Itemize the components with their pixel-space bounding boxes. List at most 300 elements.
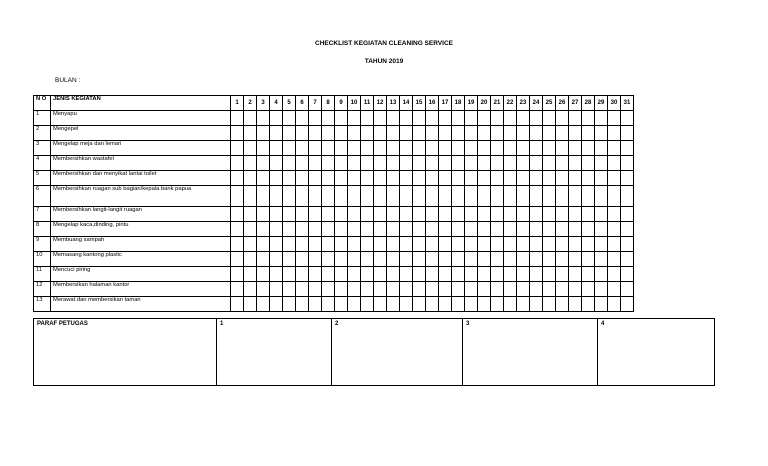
check-cell-day-16[interactable] <box>426 237 439 252</box>
check-cell-day-6[interactable] <box>296 156 309 171</box>
check-cell-day-5[interactable] <box>283 126 296 141</box>
check-cell-day-28[interactable] <box>582 207 595 222</box>
check-cell-day-18[interactable] <box>452 126 465 141</box>
check-cell-day-20[interactable] <box>478 171 491 186</box>
check-cell-day-8[interactable] <box>322 282 335 297</box>
check-cell-day-26[interactable] <box>556 111 569 126</box>
check-cell-day-1[interactable] <box>231 141 244 156</box>
check-cell-day-30[interactable] <box>608 156 621 171</box>
check-cell-day-11[interactable] <box>361 171 374 186</box>
check-cell-day-7[interactable] <box>309 156 322 171</box>
check-cell-day-17[interactable] <box>439 252 452 267</box>
check-cell-day-24[interactable] <box>530 156 543 171</box>
check-cell-day-11[interactable] <box>361 252 374 267</box>
check-cell-day-16[interactable] <box>426 171 439 186</box>
check-cell-day-6[interactable] <box>296 282 309 297</box>
check-cell-day-4[interactable] <box>270 186 283 207</box>
check-cell-day-21[interactable] <box>491 237 504 252</box>
check-cell-day-3[interactable] <box>257 267 270 282</box>
check-cell-day-21[interactable] <box>491 141 504 156</box>
check-cell-day-25[interactable] <box>543 252 556 267</box>
check-cell-day-19[interactable] <box>465 282 478 297</box>
check-cell-day-16[interactable] <box>426 282 439 297</box>
check-cell-day-29[interactable] <box>595 111 608 126</box>
check-cell-day-1[interactable] <box>231 252 244 267</box>
check-cell-day-24[interactable] <box>530 141 543 156</box>
check-cell-day-3[interactable] <box>257 297 270 312</box>
check-cell-day-20[interactable] <box>478 252 491 267</box>
check-cell-day-28[interactable] <box>582 237 595 252</box>
check-cell-day-5[interactable] <box>283 237 296 252</box>
check-cell-day-22[interactable] <box>504 237 517 252</box>
check-cell-day-3[interactable] <box>257 237 270 252</box>
check-cell-day-2[interactable] <box>244 141 257 156</box>
check-cell-day-31[interactable] <box>621 126 634 141</box>
check-cell-day-22[interactable] <box>504 186 517 207</box>
check-cell-day-3[interactable] <box>257 222 270 237</box>
check-cell-day-26[interactable] <box>556 267 569 282</box>
check-cell-day-19[interactable] <box>465 297 478 312</box>
check-cell-day-30[interactable] <box>608 237 621 252</box>
check-cell-day-25[interactable] <box>543 126 556 141</box>
check-cell-day-8[interactable] <box>322 297 335 312</box>
check-cell-day-18[interactable] <box>452 186 465 207</box>
check-cell-day-24[interactable] <box>530 267 543 282</box>
check-cell-day-30[interactable] <box>608 252 621 267</box>
check-cell-day-27[interactable] <box>569 126 582 141</box>
check-cell-day-5[interactable] <box>283 141 296 156</box>
check-cell-day-25[interactable] <box>543 156 556 171</box>
check-cell-day-11[interactable] <box>361 111 374 126</box>
check-cell-day-14[interactable] <box>400 222 413 237</box>
check-cell-day-4[interactable] <box>270 171 283 186</box>
check-cell-day-25[interactable] <box>543 171 556 186</box>
check-cell-day-3[interactable] <box>257 252 270 267</box>
check-cell-day-14[interactable] <box>400 237 413 252</box>
check-cell-day-7[interactable] <box>309 126 322 141</box>
check-cell-day-29[interactable] <box>595 156 608 171</box>
check-cell-day-5[interactable] <box>283 297 296 312</box>
check-cell-day-16[interactable] <box>426 222 439 237</box>
check-cell-day-28[interactable] <box>582 111 595 126</box>
check-cell-day-18[interactable] <box>452 252 465 267</box>
check-cell-day-9[interactable] <box>335 141 348 156</box>
check-cell-day-20[interactable] <box>478 267 491 282</box>
check-cell-day-8[interactable] <box>322 267 335 282</box>
check-cell-day-4[interactable] <box>270 207 283 222</box>
check-cell-day-26[interactable] <box>556 171 569 186</box>
check-cell-day-30[interactable] <box>608 126 621 141</box>
check-cell-day-28[interactable] <box>582 126 595 141</box>
check-cell-day-25[interactable] <box>543 141 556 156</box>
check-cell-day-5[interactable] <box>283 267 296 282</box>
check-cell-day-22[interactable] <box>504 171 517 186</box>
check-cell-day-12[interactable] <box>374 297 387 312</box>
check-cell-day-26[interactable] <box>556 282 569 297</box>
check-cell-day-2[interactable] <box>244 156 257 171</box>
paraf-slot-1[interactable]: 1 <box>217 319 332 386</box>
check-cell-day-29[interactable] <box>595 141 608 156</box>
check-cell-day-18[interactable] <box>452 297 465 312</box>
check-cell-day-8[interactable] <box>322 222 335 237</box>
check-cell-day-25[interactable] <box>543 207 556 222</box>
check-cell-day-27[interactable] <box>569 252 582 267</box>
check-cell-day-17[interactable] <box>439 297 452 312</box>
check-cell-day-2[interactable] <box>244 282 257 297</box>
check-cell-day-31[interactable] <box>621 156 634 171</box>
check-cell-day-21[interactable] <box>491 207 504 222</box>
check-cell-day-20[interactable] <box>478 186 491 207</box>
check-cell-day-24[interactable] <box>530 126 543 141</box>
check-cell-day-6[interactable] <box>296 141 309 156</box>
check-cell-day-9[interactable] <box>335 282 348 297</box>
paraf-slot-2[interactable]: 2 <box>332 319 463 386</box>
check-cell-day-31[interactable] <box>621 186 634 207</box>
check-cell-day-11[interactable] <box>361 126 374 141</box>
check-cell-day-10[interactable] <box>348 267 361 282</box>
check-cell-day-20[interactable] <box>478 111 491 126</box>
check-cell-day-27[interactable] <box>569 186 582 207</box>
check-cell-day-30[interactable] <box>608 171 621 186</box>
check-cell-day-17[interactable] <box>439 111 452 126</box>
check-cell-day-31[interactable] <box>621 222 634 237</box>
check-cell-day-14[interactable] <box>400 171 413 186</box>
check-cell-day-9[interactable] <box>335 297 348 312</box>
check-cell-day-3[interactable] <box>257 141 270 156</box>
check-cell-day-28[interactable] <box>582 141 595 156</box>
check-cell-day-12[interactable] <box>374 237 387 252</box>
check-cell-day-18[interactable] <box>452 207 465 222</box>
check-cell-day-3[interactable] <box>257 111 270 126</box>
check-cell-day-4[interactable] <box>270 141 283 156</box>
check-cell-day-8[interactable] <box>322 186 335 207</box>
check-cell-day-29[interactable] <box>595 222 608 237</box>
check-cell-day-5[interactable] <box>283 207 296 222</box>
check-cell-day-26[interactable] <box>556 207 569 222</box>
check-cell-day-5[interactable] <box>283 252 296 267</box>
check-cell-day-21[interactable] <box>491 297 504 312</box>
check-cell-day-11[interactable] <box>361 141 374 156</box>
check-cell-day-5[interactable] <box>283 171 296 186</box>
check-cell-day-11[interactable] <box>361 282 374 297</box>
check-cell-day-9[interactable] <box>335 111 348 126</box>
check-cell-day-15[interactable] <box>413 222 426 237</box>
check-cell-day-6[interactable] <box>296 207 309 222</box>
check-cell-day-19[interactable] <box>465 156 478 171</box>
check-cell-day-17[interactable] <box>439 171 452 186</box>
check-cell-day-3[interactable] <box>257 171 270 186</box>
check-cell-day-7[interactable] <box>309 267 322 282</box>
check-cell-day-9[interactable] <box>335 126 348 141</box>
check-cell-day-21[interactable] <box>491 186 504 207</box>
check-cell-day-11[interactable] <box>361 207 374 222</box>
check-cell-day-16[interactable] <box>426 207 439 222</box>
check-cell-day-29[interactable] <box>595 186 608 207</box>
check-cell-day-14[interactable] <box>400 252 413 267</box>
check-cell-day-21[interactable] <box>491 111 504 126</box>
check-cell-day-20[interactable] <box>478 297 491 312</box>
check-cell-day-18[interactable] <box>452 171 465 186</box>
check-cell-day-21[interactable] <box>491 252 504 267</box>
check-cell-day-9[interactable] <box>335 207 348 222</box>
check-cell-day-3[interactable] <box>257 126 270 141</box>
check-cell-day-25[interactable] <box>543 237 556 252</box>
check-cell-day-18[interactable] <box>452 237 465 252</box>
check-cell-day-8[interactable] <box>322 171 335 186</box>
check-cell-day-18[interactable] <box>452 156 465 171</box>
check-cell-day-24[interactable] <box>530 207 543 222</box>
check-cell-day-30[interactable] <box>608 207 621 222</box>
check-cell-day-28[interactable] <box>582 186 595 207</box>
check-cell-day-28[interactable] <box>582 171 595 186</box>
check-cell-day-12[interactable] <box>374 186 387 207</box>
check-cell-day-16[interactable] <box>426 156 439 171</box>
check-cell-day-4[interactable] <box>270 267 283 282</box>
check-cell-day-10[interactable] <box>348 186 361 207</box>
check-cell-day-12[interactable] <box>374 141 387 156</box>
check-cell-day-11[interactable] <box>361 297 374 312</box>
check-cell-day-16[interactable] <box>426 111 439 126</box>
check-cell-day-19[interactable] <box>465 126 478 141</box>
check-cell-day-9[interactable] <box>335 252 348 267</box>
check-cell-day-15[interactable] <box>413 111 426 126</box>
check-cell-day-16[interactable] <box>426 252 439 267</box>
check-cell-day-23[interactable] <box>517 171 530 186</box>
check-cell-day-6[interactable] <box>296 171 309 186</box>
check-cell-day-1[interactable] <box>231 207 244 222</box>
check-cell-day-15[interactable] <box>413 126 426 141</box>
check-cell-day-12[interactable] <box>374 282 387 297</box>
check-cell-day-16[interactable] <box>426 141 439 156</box>
check-cell-day-29[interactable] <box>595 297 608 312</box>
check-cell-day-28[interactable] <box>582 252 595 267</box>
check-cell-day-16[interactable] <box>426 267 439 282</box>
check-cell-day-5[interactable] <box>283 186 296 207</box>
check-cell-day-19[interactable] <box>465 111 478 126</box>
check-cell-day-13[interactable] <box>387 186 400 207</box>
check-cell-day-6[interactable] <box>296 126 309 141</box>
check-cell-day-3[interactable] <box>257 156 270 171</box>
check-cell-day-1[interactable] <box>231 156 244 171</box>
check-cell-day-7[interactable] <box>309 252 322 267</box>
check-cell-day-22[interactable] <box>504 267 517 282</box>
check-cell-day-15[interactable] <box>413 141 426 156</box>
check-cell-day-30[interactable] <box>608 297 621 312</box>
check-cell-day-7[interactable] <box>309 297 322 312</box>
check-cell-day-30[interactable] <box>608 141 621 156</box>
check-cell-day-13[interactable] <box>387 171 400 186</box>
check-cell-day-12[interactable] <box>374 207 387 222</box>
check-cell-day-14[interactable] <box>400 186 413 207</box>
check-cell-day-29[interactable] <box>595 237 608 252</box>
check-cell-day-18[interactable] <box>452 267 465 282</box>
check-cell-day-23[interactable] <box>517 267 530 282</box>
check-cell-day-14[interactable] <box>400 111 413 126</box>
check-cell-day-14[interactable] <box>400 297 413 312</box>
check-cell-day-13[interactable] <box>387 252 400 267</box>
check-cell-day-8[interactable] <box>322 207 335 222</box>
check-cell-day-16[interactable] <box>426 186 439 207</box>
check-cell-day-31[interactable] <box>621 297 634 312</box>
check-cell-day-1[interactable] <box>231 267 244 282</box>
check-cell-day-26[interactable] <box>556 156 569 171</box>
check-cell-day-6[interactable] <box>296 111 309 126</box>
check-cell-day-12[interactable] <box>374 171 387 186</box>
check-cell-day-22[interactable] <box>504 252 517 267</box>
check-cell-day-4[interactable] <box>270 282 283 297</box>
check-cell-day-27[interactable] <box>569 267 582 282</box>
check-cell-day-2[interactable] <box>244 297 257 312</box>
check-cell-day-3[interactable] <box>257 207 270 222</box>
check-cell-day-14[interactable] <box>400 207 413 222</box>
check-cell-day-22[interactable] <box>504 141 517 156</box>
check-cell-day-4[interactable] <box>270 237 283 252</box>
check-cell-day-10[interactable] <box>348 171 361 186</box>
check-cell-day-20[interactable] <box>478 126 491 141</box>
paraf-slot-3[interactable]: 3 <box>463 319 598 386</box>
check-cell-day-21[interactable] <box>491 267 504 282</box>
check-cell-day-26[interactable] <box>556 141 569 156</box>
check-cell-day-17[interactable] <box>439 207 452 222</box>
check-cell-day-7[interactable] <box>309 222 322 237</box>
check-cell-day-27[interactable] <box>569 282 582 297</box>
check-cell-day-27[interactable] <box>569 222 582 237</box>
check-cell-day-19[interactable] <box>465 237 478 252</box>
check-cell-day-24[interactable] <box>530 252 543 267</box>
check-cell-day-31[interactable] <box>621 111 634 126</box>
check-cell-day-28[interactable] <box>582 282 595 297</box>
check-cell-day-19[interactable] <box>465 171 478 186</box>
check-cell-day-29[interactable] <box>595 252 608 267</box>
check-cell-day-14[interactable] <box>400 267 413 282</box>
check-cell-day-13[interactable] <box>387 237 400 252</box>
check-cell-day-6[interactable] <box>296 297 309 312</box>
check-cell-day-15[interactable] <box>413 297 426 312</box>
check-cell-day-26[interactable] <box>556 126 569 141</box>
check-cell-day-4[interactable] <box>270 156 283 171</box>
check-cell-day-11[interactable] <box>361 222 374 237</box>
check-cell-day-13[interactable] <box>387 126 400 141</box>
check-cell-day-23[interactable] <box>517 126 530 141</box>
check-cell-day-17[interactable] <box>439 156 452 171</box>
check-cell-day-12[interactable] <box>374 252 387 267</box>
check-cell-day-10[interactable] <box>348 156 361 171</box>
check-cell-day-19[interactable] <box>465 252 478 267</box>
check-cell-day-10[interactable] <box>348 222 361 237</box>
check-cell-day-28[interactable] <box>582 267 595 282</box>
check-cell-day-25[interactable] <box>543 282 556 297</box>
check-cell-day-23[interactable] <box>517 237 530 252</box>
check-cell-day-19[interactable] <box>465 207 478 222</box>
check-cell-day-31[interactable] <box>621 282 634 297</box>
check-cell-day-7[interactable] <box>309 207 322 222</box>
check-cell-day-24[interactable] <box>530 297 543 312</box>
check-cell-day-10[interactable] <box>348 126 361 141</box>
check-cell-day-24[interactable] <box>530 186 543 207</box>
check-cell-day-12[interactable] <box>374 111 387 126</box>
check-cell-day-24[interactable] <box>530 222 543 237</box>
check-cell-day-2[interactable] <box>244 267 257 282</box>
check-cell-day-13[interactable] <box>387 282 400 297</box>
check-cell-day-15[interactable] <box>413 171 426 186</box>
check-cell-day-26[interactable] <box>556 297 569 312</box>
check-cell-day-23[interactable] <box>517 186 530 207</box>
check-cell-day-4[interactable] <box>270 126 283 141</box>
check-cell-day-21[interactable] <box>491 222 504 237</box>
check-cell-day-25[interactable] <box>543 297 556 312</box>
check-cell-day-4[interactable] <box>270 111 283 126</box>
check-cell-day-14[interactable] <box>400 156 413 171</box>
check-cell-day-8[interactable] <box>322 237 335 252</box>
check-cell-day-21[interactable] <box>491 156 504 171</box>
check-cell-day-14[interactable] <box>400 282 413 297</box>
check-cell-day-27[interactable] <box>569 111 582 126</box>
check-cell-day-17[interactable] <box>439 222 452 237</box>
check-cell-day-8[interactable] <box>322 252 335 267</box>
check-cell-day-17[interactable] <box>439 126 452 141</box>
paraf-slot-4[interactable]: 4 <box>598 319 715 386</box>
check-cell-day-15[interactable] <box>413 156 426 171</box>
check-cell-day-6[interactable] <box>296 222 309 237</box>
check-cell-day-27[interactable] <box>569 237 582 252</box>
check-cell-day-7[interactable] <box>309 141 322 156</box>
check-cell-day-23[interactable] <box>517 282 530 297</box>
check-cell-day-9[interactable] <box>335 171 348 186</box>
check-cell-day-22[interactable] <box>504 111 517 126</box>
check-cell-day-28[interactable] <box>582 297 595 312</box>
check-cell-day-8[interactable] <box>322 141 335 156</box>
check-cell-day-29[interactable] <box>595 207 608 222</box>
check-cell-day-7[interactable] <box>309 186 322 207</box>
check-cell-day-5[interactable] <box>283 222 296 237</box>
check-cell-day-10[interactable] <box>348 252 361 267</box>
check-cell-day-16[interactable] <box>426 126 439 141</box>
check-cell-day-30[interactable] <box>608 267 621 282</box>
check-cell-day-21[interactable] <box>491 282 504 297</box>
check-cell-day-24[interactable] <box>530 171 543 186</box>
check-cell-day-2[interactable] <box>244 207 257 222</box>
check-cell-day-26[interactable] <box>556 222 569 237</box>
check-cell-day-18[interactable] <box>452 111 465 126</box>
check-cell-day-23[interactable] <box>517 222 530 237</box>
check-cell-day-29[interactable] <box>595 282 608 297</box>
check-cell-day-26[interactable] <box>556 252 569 267</box>
check-cell-day-6[interactable] <box>296 186 309 207</box>
check-cell-day-11[interactable] <box>361 186 374 207</box>
check-cell-day-26[interactable] <box>556 237 569 252</box>
check-cell-day-20[interactable] <box>478 207 491 222</box>
check-cell-day-31[interactable] <box>621 141 634 156</box>
check-cell-day-17[interactable] <box>439 282 452 297</box>
check-cell-day-14[interactable] <box>400 141 413 156</box>
check-cell-day-10[interactable] <box>348 111 361 126</box>
check-cell-day-31[interactable] <box>621 267 634 282</box>
check-cell-day-13[interactable] <box>387 207 400 222</box>
check-cell-day-31[interactable] <box>621 171 634 186</box>
check-cell-day-12[interactable] <box>374 126 387 141</box>
check-cell-day-27[interactable] <box>569 156 582 171</box>
check-cell-day-30[interactable] <box>608 111 621 126</box>
check-cell-day-1[interactable] <box>231 111 244 126</box>
check-cell-day-19[interactable] <box>465 186 478 207</box>
check-cell-day-12[interactable] <box>374 267 387 282</box>
check-cell-day-5[interactable] <box>283 156 296 171</box>
check-cell-day-30[interactable] <box>608 186 621 207</box>
check-cell-day-2[interactable] <box>244 111 257 126</box>
check-cell-day-2[interactable] <box>244 237 257 252</box>
check-cell-day-17[interactable] <box>439 237 452 252</box>
check-cell-day-15[interactable] <box>413 207 426 222</box>
